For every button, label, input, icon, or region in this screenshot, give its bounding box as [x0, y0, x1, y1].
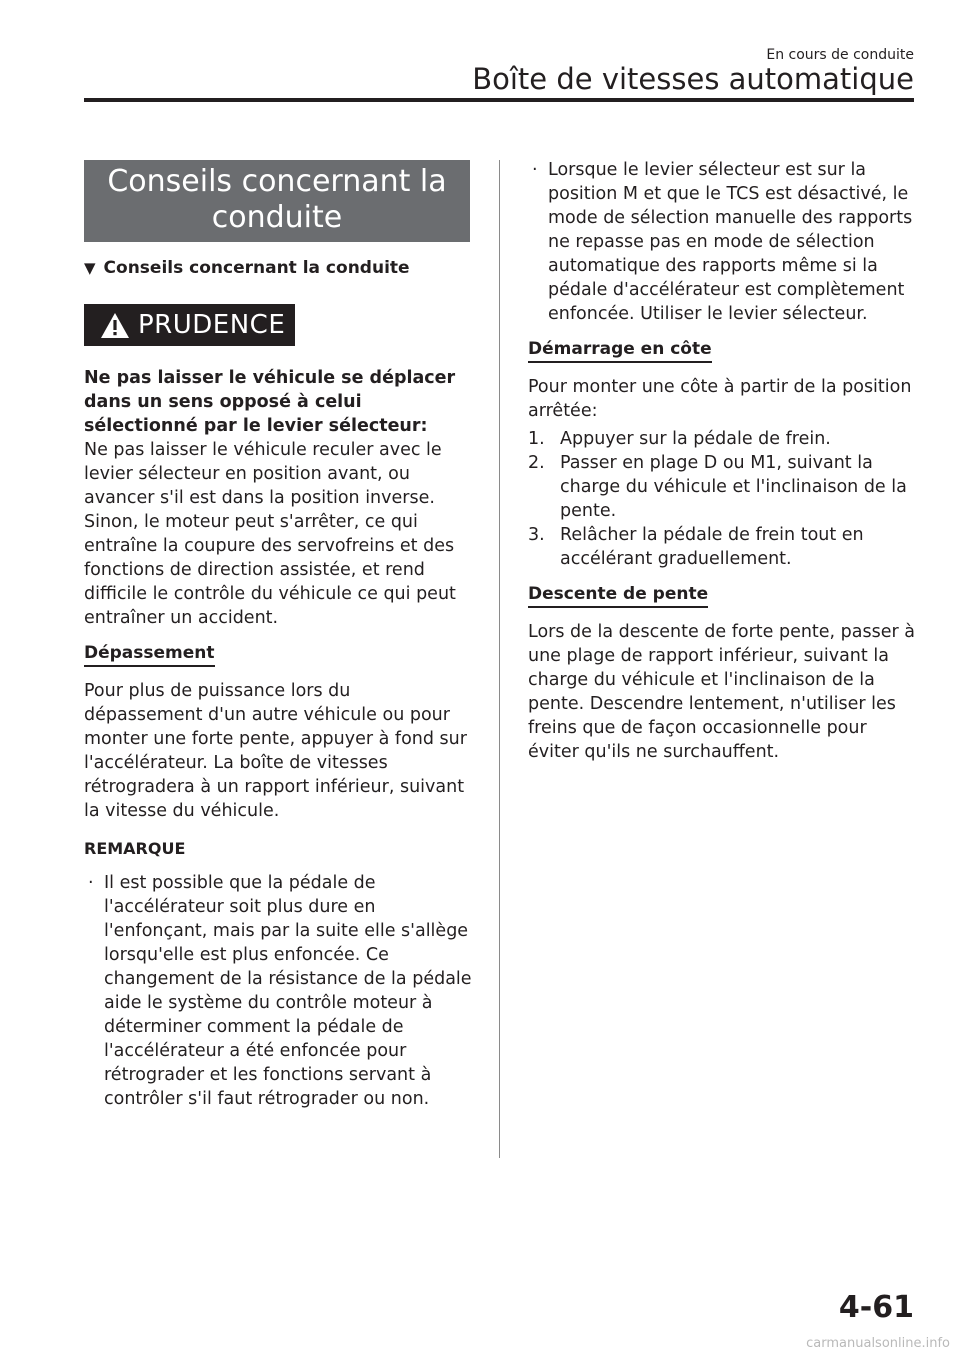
step-number: 1.	[528, 429, 545, 449]
caution-label: PRUDENCE	[138, 310, 286, 340]
subheading-text: Conseils concernant la conduite	[103, 258, 410, 278]
bullet-dot-icon: ·	[532, 160, 538, 180]
page-number: 4-61	[838, 1290, 914, 1325]
header-divider	[84, 98, 914, 102]
left-column	[84, 160, 472, 1111]
step-text: Relâcher la pédale de frein tout en accélérant graduellement.	[560, 525, 864, 569]
section-banner	[84, 160, 470, 242]
triangle-down-icon: ▼	[84, 259, 96, 277]
bullet-dot-icon: ·	[88, 873, 94, 893]
hill-start-steps	[528, 427, 920, 571]
step-number: 2.	[528, 453, 545, 473]
step-text: Appuyer sur la pédale de frein.	[560, 429, 831, 449]
caution-badge	[84, 304, 295, 346]
watermark: carmanualsonline.info	[806, 1336, 950, 1351]
right-column	[528, 158, 920, 764]
section-banner-line2: conduite	[211, 200, 343, 235]
hill-start-intro: Pour monter une côte à partir de la position arrêtée:	[528, 377, 912, 421]
caution-body	[84, 366, 472, 630]
subheading	[84, 256, 472, 280]
caution-bold-text: Ne pas laisser le véhicule se déplacer dans un sens opposé à celui sélectionné par le levier sélecteur:	[84, 368, 456, 436]
page-title: Boîte de vitesses automatique	[472, 62, 914, 96]
overtaking-body: Pour plus de puissance lors du dépassement d'un autre véhicule ou pour monter une forte pente, appuyer à fond sur l'accélérateur. La boîte de vitesses rétrogradera à un rapport inférieur, suivant la vitesse du véhicule.	[84, 681, 467, 821]
section-banner-line1: Conseils concernant la	[107, 164, 447, 199]
note-bullet-2-text: Lorsque le levier sélecteur est sur la position M et que le TCS est désactivé, le mode de sélection manuelle des rapports ne repasse pas en mode de sélection automatique des rapports même si la pédale d'accélérateur est complètement enfoncée. Utiliser le levier sélecteur.	[548, 160, 913, 324]
note-bullet-2	[528, 158, 920, 326]
step-number: 3.	[528, 525, 545, 545]
hill-start-step-2	[528, 451, 920, 523]
overtaking-heading: Dépassement	[84, 642, 215, 667]
warning-icon	[100, 312, 130, 339]
hill-start-step-1	[528, 427, 920, 451]
note-bullet-1-text: Il est possible que la pédale de l'accélérateur soit plus dure en l'enfonçant, mais par la suite elle s'allège lorsqu'elle est plus enfoncée. Ce changement de la résistance de la pédale aide le système du contrôle moteur à déterminer comment la pédale de l'accélérateur a été enfoncée pour rétrograder et les fonctions servant à contrôler s'il faut rétrograder ou non.	[104, 873, 472, 1109]
note-bullet-1	[84, 871, 472, 1111]
descent-heading: Descente de pente	[528, 583, 708, 608]
descent-body: Lors de la descente de forte pente, passer à une plage de rapport inférieur, suivant la charge du véhicule et l'inclinaison de la pente. Descendre lentement, n'utiliser les freins que de façon occasionnelle pour éviter qu'ils ne surchauffent.	[528, 622, 915, 762]
caution-text: Ne pas laisser le véhicule reculer avec le levier sélecteur en position avant, ou avancer s'il est dans la position inverse. Sinon, le moteur peut s'arrêter, ce qui entraîne la coupure des servofreins et des fonctions de direction assistée, et rend difficile le contrôle du véhicule ce qui peut entraîner un accident.	[84, 440, 456, 628]
hill-start-heading: Démarrage en côte	[528, 338, 712, 363]
chapter-label: En cours de conduite	[766, 47, 914, 63]
hill-start-step-3	[528, 523, 920, 571]
note-heading: REMARQUE	[84, 839, 186, 858]
column-divider	[499, 160, 500, 1158]
step-text: Passer en plage D ou M1, suivant la charge du véhicule et l'inclinaison de la pente.	[560, 453, 907, 521]
